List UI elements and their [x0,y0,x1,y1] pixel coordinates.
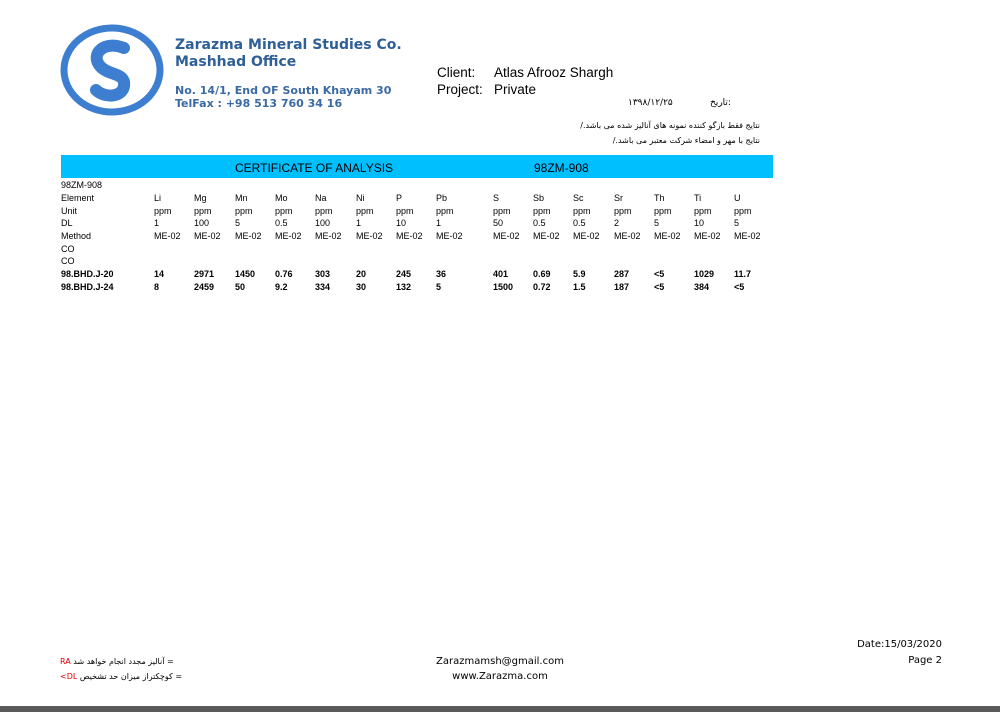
sample-value: 1.5 [573,282,586,292]
bottom-bar [0,706,1000,712]
unit-cell: ppm [235,206,253,216]
dl-cell: 5 [235,218,241,228]
dl-cell: 5 [654,218,660,228]
sample-value: 1029 [694,269,715,279]
element-header: S [493,193,500,203]
method-cell: ME-02 [614,231,641,241]
sample-value: 36 [436,269,447,279]
legend-ra-text: آنالیز مجدد انجام خواهد شد = [73,657,174,666]
unit-cell: ppm [493,206,511,216]
sample-value: 5.9 [573,269,586,279]
sample-id: 98.BHD.J-20 [61,269,114,279]
sample-value: 401 [493,269,509,279]
sample-value: 187 [614,282,630,292]
project-value: Private [494,82,537,97]
method-cell: ME-02 [573,231,600,241]
element-header: Sr [614,193,623,203]
method-cell: ME-02 [493,231,520,241]
method-cell: ME-02 [396,231,423,241]
sample-value: 9.2 [275,282,288,292]
unit-cell: ppm [194,206,212,216]
sample-value: <5 [734,282,745,292]
unit-cell: ppm [436,206,454,216]
note-results: نتایج فقط بازگو کننده نمونه های آنالیز شده می باشد./ [580,121,760,130]
element-header: Na [315,193,327,203]
dl-cell: 5 [734,218,740,228]
office-name: Mashhad Office [175,54,297,70]
persian-date-label: تاریخ: [710,98,731,108]
element-header: Li [154,193,162,203]
method-cell: ME-02 [275,231,302,241]
element-header: Pb [436,193,448,203]
element-header: Sc [573,193,584,203]
unit-cell: ppm [734,206,752,216]
sample-value: 303 [315,269,331,279]
legend-ra-code: RA [60,657,71,666]
sample-value: 245 [396,269,412,279]
sample-value: 0.72 [533,282,551,292]
batch-code: 98ZM-908 [61,180,103,190]
sample-value: 11.7 [734,269,752,279]
method-cell: ME-02 [533,231,560,241]
dl-cell: 100 [315,218,331,228]
method-cell: ME-02 [654,231,681,241]
sample-value: 20 [356,269,367,279]
page-number: Page 2 [908,655,942,666]
report-date: Date:15/03/2020 [857,639,942,650]
method-cell: ME-02 [154,231,181,241]
dl-cell: 50 [493,218,504,228]
method-cell: ME-02 [734,231,761,241]
row-label: Method [61,231,92,241]
sample-value: 334 [315,282,331,292]
client-block [437,64,613,98]
sample-value: <5 [654,282,665,292]
dl-cell: 0.5 [573,218,586,228]
certificate-banner [61,155,773,178]
row-label: Unit [61,206,78,216]
page-info [840,637,942,669]
sample-value: 0.76 [275,269,293,279]
website: www.Zarazma.com [452,671,548,682]
sample-value: 0.69 [533,269,551,279]
unit-cell: ppm [573,206,591,216]
sample-value: 30 [356,282,367,292]
row-label: CO [61,244,75,254]
unit-cell: ppm [356,206,374,216]
unit-cell: ppm [694,206,712,216]
email: Zarazmamsh@gmail.com [436,656,564,667]
address: No. 14/1, End OF South Khayam 30 [175,84,392,97]
element-header: Sb [533,193,545,203]
element-header: U [734,193,741,203]
contact-block [420,654,580,684]
method-cell: ME-02 [694,231,721,241]
row-label: DL [61,218,73,228]
certificate-title: CERTIFICATE OF ANALYSIS [235,161,394,175]
company-block [175,37,402,71]
dl-cell: 1 [154,218,160,228]
sample-value: <5 [654,269,665,279]
unit-cell: ppm [654,206,672,216]
telfax: TelFax : +98 513 760 34 16 [175,97,343,110]
sample-value: 287 [614,269,630,279]
sample-value: 132 [396,282,412,292]
client-value: Atlas Afrooz Shargh [494,65,614,80]
sample-id: 98.BHD.J-24 [61,282,114,292]
element-header: P [396,193,403,203]
dl-cell: 0.5 [533,218,546,228]
unit-cell: ppm [315,206,333,216]
project-label: Project: [437,82,483,97]
sample-value: 1500 [493,282,514,292]
element-header: Ti [694,193,702,203]
company-name: Zarazma Mineral Studies Co. [175,37,402,53]
analysis-table [61,180,781,300]
legend-dl [60,672,182,681]
element-header: Ni [356,193,365,203]
unit-cell: ppm [614,206,632,216]
legend-dl-code: <DL [60,672,78,681]
sample-value: 1450 [235,269,256,279]
method-cell: ME-02 [315,231,342,241]
note-stamp: نتایج با مهر و امضاء شرکت معتبر می باشد./ [612,136,760,145]
method-cell: ME-02 [356,231,383,241]
sample-value: 50 [235,282,246,292]
sample-value: 2971 [194,269,215,279]
sample-value: 2459 [194,282,215,292]
zarazma-logo [60,24,164,116]
dl-cell: 1 [356,218,362,228]
persian-date-value: ۱۳۹۸/۱۲/۲۵ [628,98,673,108]
unit-cell: ppm [154,206,172,216]
dl-cell: 10 [396,218,407,228]
row-label: Element [61,193,95,203]
legend-dl-text: کوچکتراز میزان حد تشخیص = [79,672,183,681]
dl-cell: 0.5 [275,218,288,228]
sample-value: 384 [694,282,710,292]
element-header: Mo [275,193,288,203]
sample-value: 14 [154,269,165,279]
certificate-code: 98ZM-908 [534,161,589,175]
element-header: Mg [194,193,207,203]
element-header: Th [654,193,665,203]
method-cell: ME-02 [194,231,221,241]
unit-cell: ppm [396,206,414,216]
dl-cell: 1 [436,218,442,228]
row-label: CO [61,256,75,266]
client-label: Client: [437,65,476,80]
unit-cell: ppm [275,206,293,216]
unit-cell: ppm [533,206,551,216]
method-cell: ME-02 [436,231,463,241]
method-cell: ME-02 [235,231,262,241]
element-header: Mn [235,193,248,203]
sample-value: 8 [154,282,160,292]
legend-ra [60,657,174,666]
address-block [175,84,391,110]
dl-cell: 10 [694,218,705,228]
sample-value: 5 [436,282,442,292]
dl-cell: 2 [614,218,620,228]
dl-cell: 100 [194,218,210,228]
